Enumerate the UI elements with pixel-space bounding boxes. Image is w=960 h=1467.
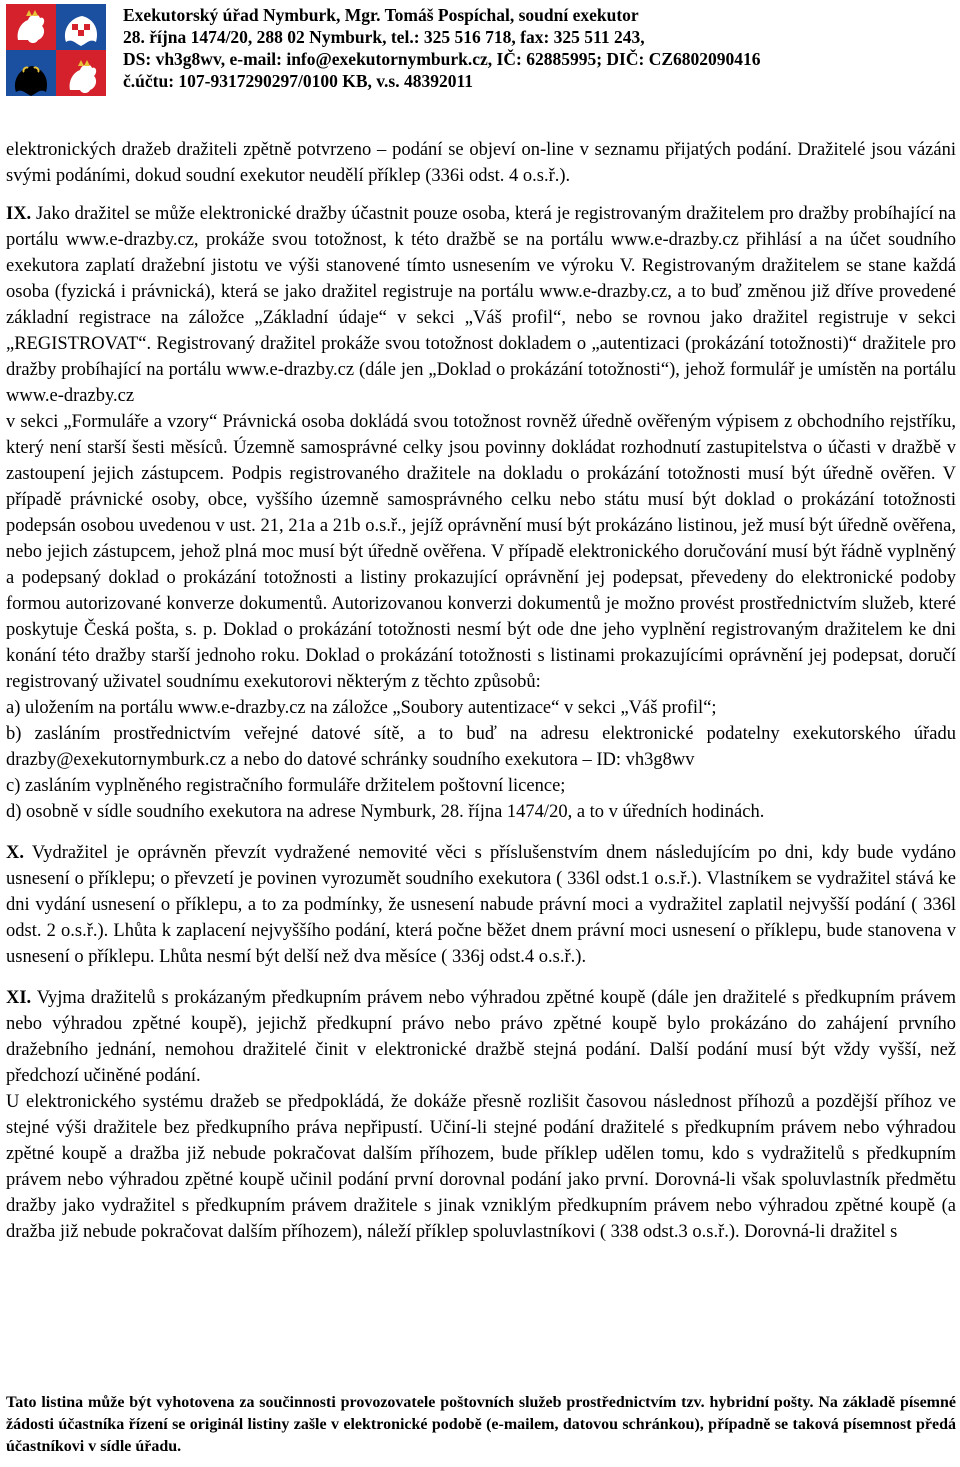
section-x-text: Vydražitel je oprávněn převzít vydražené nemovité věci s příslušenstvím dnem následujícím po dni, kdy bude vydáno usnesení o příklepu; o převzetí je povinen vyrozumět soudního exekutora ( 336l odst.1 o.s.ř.). Vlastníkem se vydražitel stává ke dni vydání usnesení o příklepu, a to za podmínky, že usnesení nabude právní moci a vydražitel zaplatil nejvyšší podání ( 336l odst. 2 o.s.ř.). Lhůta k zaplacení nejvyššího podání, která počne běžet dnem právní moci usnesení o příklepu, bude stanovena v usnesení o příklepu. Lhůta nesmí být delší než dva měsíce ( 336j odst.4 o.s.ř.). <box>6 843 956 967</box>
footer-text: Tato listina může být vyhotovena za součinnosti provozovatele poštovních služeb prostřednictvím tzv. hybridní pošty. Na základě písemné žádosti účastníka řízení se originál listiny zašle v elektronické podobě (e-mailem, datovou schránkou), případně se taková písemnost předá účastníkovi v sídle úřadu. <box>6 1394 956 1455</box>
section-xi-label: XI. <box>6 988 32 1008</box>
footer-note <box>6 1392 956 1458</box>
letterhead <box>0 0 960 100</box>
document-body <box>6 137 956 1245</box>
intro-paragraph: elektronických dražeb dražiteli zpětně potvrzeno – podání se objeví on-line v seznamu přijatých podání. Dražitelé jsou vázáni svými podáními, dokud soudní exekutor neudělí příklep (336i odst. 4 o.s.ř.). <box>6 140 956 186</box>
bank-account: č.účtu: 107-9317290297/0100 KB, v.s. 48392011 <box>123 71 474 91</box>
section-ix-label: IX. <box>6 204 32 224</box>
section-xi-paragraph-2: U elektronického systému dražeb se předpokládá, že dokáže přesně rozlišit časovou následnost příhozů a pozdější příhoz ve stejné výši dražitele bez předkupního práva nepřipustí. Učiní-li stejné podání dražitelé s předkupním právem nebo výhradou zpětné koupě a dražba již nebude pokračovat dalším příhozem, bude příklep udělen tomu, kdo s vydražitelů s předkupním právem nebo výhradou zpětné koupě učinil podání první dorovnal podání jako první. Dorovná-li však spoluvlastník předmětu dražby jako vydražitel s předkupním právem dražitele s jinak vzniklým předkupním právem nebo výhradou zpětné koupě (a dražba již nebude pokračovat dalším příhozem), náleží příklep spoluvlastníkovi ( 338 odst.3 o.s.ř.). Dorovná-li dražitel s <box>6 1092 956 1242</box>
list-item: c) zasláním vyplněného registračního formuláře držitelem poštovní licence; <box>6 776 566 796</box>
czech-coat-of-arms-icon <box>0 0 112 100</box>
section-ix-paragraph-2: v sekci „Formuláře a vzory“ Právnická osoba dokládá svou totožnost rovněž úředně ověřeným výpisem z obchodního rejstříku, který není starší šesti měsíců. Územně samosprávné celky jsou povinny dokládat rozhodnutí zastupitelstva o účasti v dražbě v zastoupení jejich zástupcem. Podpis registrovaného dražitele na dokladu o prokázání totožnosti musí být úředně ověřen. V případě právnické osoby, obce, vyššího územně samosprávného celku nebo státu musí být doklad o prokázání totožnosti podepsán osobou uvedenou v ust. 21, 21a a 21b o.s.ř., jejíž oprávnění musí být prokázáno listinou, jež musí být úředně ověřena, nebo jejich zástupcem, jehož plná moc musí být úředně ověřena. V případě elektronického doručování musí být řádně vyplněný a podepsaný doklad o prokázání totožnosti a listiny prokazující oprávnění jej podepsat, převedeny do elektronické podoby formou autorizované konverze dokumentů. Autorizovanou konverzi dokumentů je možno provést prostřednictvím služeb, které poskytuje Česká pošta, s. p. Doklad o prokázání totožnosti nesmí být ode dne jeho vyplnění registrovaným dražitelem ke dni konání této dražby starší jednoho roku. Doklad o prokázání totožnosti s listinami prokazujícími oprávnění jej podepsat, doručí registrovaný uživatel soudnímu exekutorovi některým z těchto způsobů: <box>6 412 956 692</box>
office-name: Exekutorský úřad Nymburk, Mgr. Tomáš Pospíchal, soudní exekutor <box>123 5 639 25</box>
list-item: a) uložením na portálu www.e-drazby.cz na záložce „Soubory autentizace“ v sekci „Váš profil“; <box>6 698 717 718</box>
section-x-label: X. <box>6 843 24 863</box>
section-ix-text: Jako dražitel se může elektronické dražby účastnit pouze osoba, která je registrovaným dražitelem pro dražby probíhající na portálu www.e-drazby.cz, prokáže svou totožnost, k této dražbě se na portálu www.e-drazby.cz přihlásí a na účet soudního exekutora zaplatí dražební jistotu ve výši stanovené tímto usnesením ve výroku V. Registrovaným dražitelem se stane každá osoba (fyzická i právnická), která se jako dražitel registruje na portálu www.e-drazby.cz, a to buď změnou již dříve provedené základní registrace na záložce „Základní údaje“ v sekci „Váš profil“, nebo se rovnou jako dražitel registruje v sekci „REGISTROVAT“. Registrovaný dražitel prokáže svou totožnost dokladem o „autentizaci (prokázání totožnosti)“ dražitele pro dražby probíhající na portálu www.e-drazby.cz (dále jen „Doklad o prokázání totožnosti“), jehož formulář je umístěn na portálu www.e-drazby.cz <box>6 204 956 406</box>
section-xi <box>6 985 956 1089</box>
section-x <box>6 840 956 970</box>
list-item: b) zasláním prostřednictvím veřejné datové sítě, a to buď na adresu elektronické podatelny exekutorského úřadu drazby@exekutornymburk.cz a nebo do datové schránky soudního exekutora – ID: vh3g8wv <box>6 724 956 770</box>
office-address: 28. října 1474/20, 288 02 Nymburk, tel.: 325 516 718, fax: 325 511 243, <box>123 27 645 47</box>
section-xi-text: Vyjma dražitelů s prokázaným předkupním právem nebo výhradou zpětné koupě (dále jen dražitelé s předkupním právem nebo výhradou zpětné koupě), jejichž předkupní právo nebo právo zpětné koupě bylo prokázáno do zahájení prvního dražebního jednání, nemohou dražitelé činit v elektronické dražbě stejná podání. Další podání musí být vždy vyšší, než předchozí učiněné podání. <box>6 988 956 1086</box>
office-contacts: DS: vh3g8wv, e-mail: info@exekutornymburk.cz, IČ: 62885995; DIČ: CZ6802090416 <box>123 49 761 69</box>
list-item: d) osobně v sídle soudního exekutora na adrese Nymburk, 28. října 1474/20, a to v úředních hodinách. <box>6 802 765 822</box>
section-ix <box>6 201 956 409</box>
letterhead-text <box>123 4 761 92</box>
